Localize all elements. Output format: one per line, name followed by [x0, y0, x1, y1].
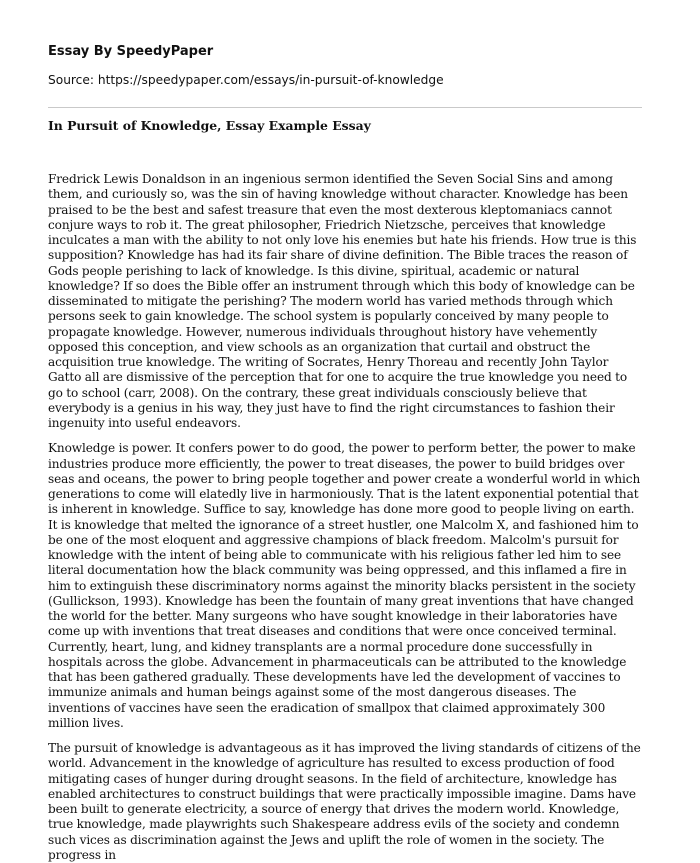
- essay-paragraph-2: Knowledge is power. It confers power to do good, the power to perform better, the power to make industries produce more efficiently, the power to treat diseases, the power to build bridges over seas and oceans, the power to bring people together and power create a wonderful world in which generations to come will elatedly live in harmoniously. That is the latent exponential potential that is inherent in knowledge. Suffice to say, knowledge has done more good to people living on earth. It is knowledge that melted the ignorance of a street hustler, one Malcolm X, and fashioned him to be one of the most eloquent and aggressive champions of black freedom. Malcolm's pursuit for knowledge with the intent of being able to communicate with his religious father led him to see literal documentation how the black community was being oppressed, and this inflamed a fire in him to extinguish these discriminatory norms against the minority blacks persistent in the society (Gullickson, 1993). Knowledge has been the fountain of many great inventions that have changed the world for the better. Many surgeons who have sought knowledge in their laboratories have come up with inventions that treat diseases and conditions that were once conceived terminal. Currently, heart, lung, and kidney transplants are a normal procedure done successfully in hospitals across the globe. Advancement in pharmaceuticals can be attributed to the knowledge that has been gathered gradually. These developments have led the development of vaccines to immunize animals and human beings against some of the most dangerous diseases. The inventions of vaccines have seen the eradication of smallpox that claimed approximately 300 million lives.: [48, 441, 641, 730]
- essay-title: In Pursuit of Knowledge, Essay Example Essay: [48, 118, 371, 133]
- source-line: Source: https://speedypaper.com/essays/in-pursuit-of-knowledge: [48, 73, 444, 87]
- document-header-title: Essay By SpeedyPaper: [48, 44, 214, 59]
- header-divider: [48, 107, 642, 108]
- essay-paragraph-1: Fredrick Lewis Donaldson in an ingenious sermon identified the Seven Social Sins and among them, and curiously so, was the sin of having knowledge without character. Knowledge has been praised to be the best and safest treasure that even the most dexterous kleptomaniacs cannot conjure ways to rob it. The great philosopher, Friedrich Nietzsche, perceives that knowledge inculcates a man with the ability to not only love his enemies but hate his friends. How true is this supposition? Knowledge has had its fair share of divine definition. The Bible traces the reason of Gods people perishing to lack of knowledge. Is this divine, spiritual, academic or natural knowledge? If so does the Bible offer an instrument through which this body of knowledge can be disseminated to mitigate the perishing? The modern world has varied methods through which persons seek to gain knowledge. The school system is popularly conceived by many people to propagate knowledge. However, numerous individuals throughout history have vehemently opposed this conception, and view schools as an organization that curtail and obstruct the acquisition true knowledge. The writing of Socrates, Henry Thoreau and recently John Taylor Gatto all are dismissive of the perception that for one to acquire the true knowledge you need to go to school (carr, 2008). On the contrary, these great individuals consciously believe that everybody is a genius in his way, they just have to find the right circumstances to fashion their ingenuity into useful endeavors.: [48, 172, 637, 430]
- essay-paragraph-3: The pursuit of knowledge is advantageous as it has improved the living standards of citizens of the world. Advancement in the knowledge of agriculture has resulted to excess production of food mitigating cases of hunger during drought seasons. In the field of architecture, knowledge has enabled architectures to construct buildings that were practically impossible imagine. Dams have been built to generate electricity, a source of energy that drives the modern world. Knowledge, true knowledge, made playwrights such Shakespeare address evils of the society and condemn such vices as discrimination against the Jews and uplift the role of women in the society. The progress in: [48, 741, 641, 862]
